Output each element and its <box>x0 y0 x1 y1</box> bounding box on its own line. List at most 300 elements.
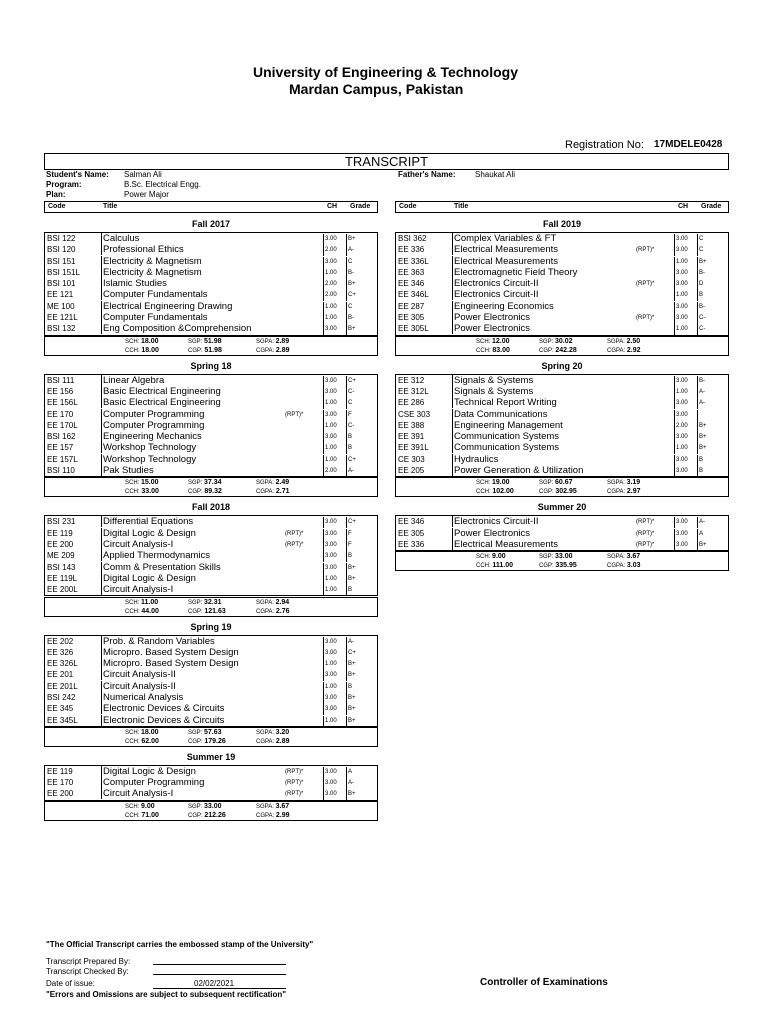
summary-sch <box>125 729 159 736</box>
course-code: EE 156 <box>47 386 74 396</box>
grade: C <box>697 234 703 245</box>
semester-title: Summer 20 <box>537 502 587 513</box>
transcript-title-box <box>44 153 729 170</box>
course-title: Power Electronics <box>454 312 531 324</box>
course-title: Electronics Circuit-II <box>454 516 539 528</box>
summary-sgp-value: 51.98 <box>204 337 222 345</box>
course-table <box>44 765 378 801</box>
summary-cgpa-label: CGPA: <box>256 608 275 615</box>
course-row <box>45 715 377 726</box>
credit-hours: 2.00 <box>674 421 688 432</box>
summary-sch-value: 19.00 <box>492 479 510 487</box>
summary-cgpa <box>256 608 290 615</box>
father-name: Shaukat Ali <box>475 170 516 179</box>
summary-sgpa-label: SGPA: <box>256 599 274 606</box>
summary-cgpa-label: CGPA: <box>256 738 275 745</box>
grade: A- <box>697 517 705 528</box>
course-row <box>45 669 377 680</box>
semester-summary <box>44 477 378 497</box>
summary-sch-value: 18.00 <box>141 337 159 345</box>
course-row <box>45 397 377 408</box>
semester-summary <box>44 336 378 356</box>
credit-hours: 3.00 <box>674 268 688 279</box>
summary-cgp-label: CGP: <box>188 812 203 819</box>
course-title: Computer Fundamentals <box>103 289 208 301</box>
col-grade: Grade <box>701 203 722 210</box>
summary-sch <box>125 599 158 606</box>
course-title: Professional Ethics <box>103 244 184 256</box>
course-title: Applied Thermodynamics <box>103 550 211 562</box>
credit-hours: 1.00 <box>323 716 337 727</box>
course-title: Basic Electrical Engineering <box>103 385 221 397</box>
summary-cch-value: 83.00 <box>492 346 510 354</box>
summary-cgpa-value: 2.99 <box>275 811 290 819</box>
credit-hours: 1.00 <box>323 268 337 279</box>
credit-hours: 1.00 <box>674 387 688 398</box>
credit-hours: 3.00 <box>323 234 337 245</box>
course-title: Electronics Circuit-II <box>454 289 539 301</box>
credit-hours: 1.00 <box>674 443 688 454</box>
course-code: CSE 303 <box>398 409 431 419</box>
summary-sgpa <box>256 803 289 810</box>
course-title: Electrical Engineering Drawing <box>103 300 233 312</box>
course-row <box>45 703 377 714</box>
course-code: BSI 162 <box>47 432 76 442</box>
summary-cgp-label: CGP: <box>188 738 203 745</box>
credit-hours: 3.00 <box>323 648 337 659</box>
summary-cch <box>125 608 159 615</box>
controller-of-examinations: Controller of Examinations <box>480 977 608 988</box>
summary-sgp-label: SGP: <box>539 480 554 487</box>
course-title: Electrical Measurements <box>454 255 559 267</box>
semester-title: Fall 2018 <box>191 502 231 513</box>
course-title: Calculus <box>103 233 140 244</box>
credit-hours: 3.00 <box>674 376 688 387</box>
course-row <box>45 289 377 300</box>
summary-sgpa-value: 3.19 <box>626 479 641 487</box>
repeat-flag: (RPT)* <box>636 519 655 526</box>
course-title: Electronics Circuit-II <box>454 278 539 290</box>
course-title: Technical Report Writing <box>454 397 557 409</box>
course-row <box>396 454 728 465</box>
course-title: Engineering Economics <box>454 300 554 312</box>
grade: F <box>346 410 352 421</box>
summary-sgpa <box>256 338 289 345</box>
col-ch: CH <box>327 203 338 210</box>
summary-cgp-value: 89.32 <box>204 488 222 496</box>
summary-cgpa-value: 2.97 <box>626 488 641 496</box>
summary-cgp <box>539 347 577 354</box>
course-table <box>44 635 378 727</box>
credit-hours: 3.00 <box>323 410 337 421</box>
credit-hours: 3.00 <box>323 529 337 540</box>
course-title: Workshop Technology <box>103 453 197 465</box>
summary-cch-label: CCH: <box>476 489 491 496</box>
credit-hours: 1.00 <box>674 324 688 335</box>
course-code: EE 170L <box>47 420 78 430</box>
summary-sgp-label: SGP: <box>539 338 554 345</box>
course-title: Communication Systems <box>454 442 560 454</box>
course-row <box>45 233 377 244</box>
course-code: EE 170 <box>47 778 74 788</box>
course-table <box>44 232 378 336</box>
course-row <box>45 528 377 539</box>
col-title: Title <box>454 203 469 210</box>
grade: C+ <box>346 517 356 528</box>
summary-sgp-label: SGP: <box>539 554 554 561</box>
grade: C+ <box>346 290 356 301</box>
course-row <box>45 301 377 312</box>
summary-cgp <box>188 347 222 354</box>
summary-cgpa-value: 2.89 <box>275 346 290 354</box>
campus-name: Mardan Campus, Pakistan <box>289 81 464 97</box>
summary-cch-value: 33.00 <box>141 488 159 496</box>
grade: B- <box>697 302 705 313</box>
course-code: EE 205 <box>398 466 425 476</box>
grade: A- <box>346 245 354 256</box>
course-code: BSI 122 <box>47 234 76 243</box>
course-row <box>45 375 377 386</box>
summary-cch <box>125 488 159 495</box>
summary-cgpa-value: 3.03 <box>626 562 641 570</box>
summary-sgp <box>539 479 573 486</box>
grade: F <box>346 540 352 551</box>
summary-cch <box>125 347 159 354</box>
course-row <box>45 539 377 550</box>
credit-hours: 3.00 <box>674 529 688 540</box>
course-title: Engineering Management <box>454 419 563 431</box>
credit-hours: 1.00 <box>323 455 337 466</box>
grade: B+ <box>346 670 356 681</box>
semester-title: Summer 19 <box>186 751 236 762</box>
grade: B+ <box>346 563 356 574</box>
summary-sgpa-label: SGPA: <box>607 338 625 345</box>
course-row <box>396 244 728 255</box>
course-title: Power Generation & Utilization <box>454 465 584 477</box>
credit-hours: 3.00 <box>323 517 337 528</box>
grade: F <box>346 529 352 540</box>
summary-cgp-value: 212.26 <box>204 811 226 819</box>
course-code: BSI 143 <box>47 562 76 572</box>
grade: C+ <box>346 455 356 466</box>
course-code: ME 100 <box>47 301 75 311</box>
credit-hours: 3.00 <box>674 540 688 551</box>
course-row <box>45 454 377 465</box>
course-row <box>396 442 728 453</box>
summary-sgp <box>539 338 573 345</box>
course-code: EE 287 <box>398 301 425 311</box>
grade: C <box>346 398 352 409</box>
course-code: EE 345 <box>47 704 74 714</box>
left-column-header <box>44 201 378 213</box>
credit-hours: 3.00 <box>323 789 337 800</box>
course-code: EE 170 <box>47 409 74 419</box>
semester-summary <box>44 597 378 617</box>
summary-sch-value: 15.00 <box>141 479 159 487</box>
course-row <box>45 312 377 323</box>
course-code: BSI 132 <box>47 324 76 334</box>
grade: D <box>697 279 703 290</box>
course-code: EE 200 <box>47 539 74 549</box>
credit-hours: 2.00 <box>323 466 337 477</box>
grade: A- <box>346 778 354 789</box>
course-row <box>45 244 377 255</box>
summary-sgp <box>539 553 573 560</box>
credit-hours: 3.00 <box>323 551 337 562</box>
summary-sgpa-value: 2.94 <box>275 598 290 606</box>
credit-hours: 3.00 <box>674 234 688 245</box>
course-title: Electrical Measurements <box>454 538 559 550</box>
credit-hours: 1.00 <box>674 290 688 301</box>
summary-cch-value: 111.00 <box>492 562 513 570</box>
course-row <box>396 397 728 408</box>
grade: B <box>346 551 352 562</box>
credit-hours: 3.00 <box>323 376 337 387</box>
grade: B+ <box>697 432 707 443</box>
grade: B+ <box>346 234 356 245</box>
course-row <box>396 375 728 386</box>
repeat-flag: (RPT)* <box>636 315 655 322</box>
grade: B- <box>346 313 354 324</box>
credit-hours: 3.00 <box>674 245 688 256</box>
grade: B <box>697 290 703 301</box>
credit-hours: 3.00 <box>674 455 688 466</box>
summary-cch <box>125 812 159 819</box>
grade: C <box>346 257 352 268</box>
summary-cch-value: 62.00 <box>141 737 159 745</box>
summary-sgp-value: 32.31 <box>204 598 222 606</box>
summary-cgpa-label: CGPA: <box>607 489 626 496</box>
summary-cgpa-label: CGPA: <box>256 347 275 354</box>
summary-cgpa-value: 2.76 <box>275 607 290 615</box>
summary-sch-label: SCH: <box>125 729 140 736</box>
credit-hours: 2.00 <box>323 290 337 301</box>
repeat-flag: (RPT)* <box>636 281 655 288</box>
course-code: ME 209 <box>47 551 75 561</box>
summary-cgpa <box>256 738 290 745</box>
summary-cch <box>476 347 510 354</box>
grade: A- <box>346 637 354 648</box>
summary-sgp <box>188 599 222 606</box>
semester-title: Spring 20 <box>541 360 583 371</box>
credit-hours: 1.00 <box>323 302 337 313</box>
repeat-flag: (RPT)* <box>285 541 304 548</box>
summary-cch-label: CCH: <box>125 812 140 819</box>
grade: C <box>346 302 352 313</box>
course-row <box>45 550 377 561</box>
grade: A <box>346 767 352 778</box>
summary-cch <box>125 738 159 745</box>
semester-summary <box>395 336 729 356</box>
summary-sgpa-label: SGPA: <box>607 480 625 487</box>
course-code: BSI 231 <box>47 517 76 527</box>
summary-cgp <box>539 488 577 495</box>
grade: B+ <box>346 324 356 335</box>
summary-sgpa <box>256 479 289 486</box>
semester-summary <box>395 551 729 571</box>
official-note: "The Official Transcript carries the embossed stamp of the University" <box>46 940 314 949</box>
summary-cgp-value: 51.98 <box>204 346 222 354</box>
course-title: Digital Logic & Design <box>103 527 196 539</box>
col-code: Code <box>399 203 417 210</box>
course-code: BSI 242 <box>47 692 76 702</box>
course-title: Electronic Devices & Circuits <box>103 703 225 715</box>
course-code: EE 201L <box>47 681 78 691</box>
summary-cgpa <box>256 347 290 354</box>
summary-cch <box>476 562 513 569</box>
summary-sch <box>125 803 155 810</box>
course-title: Comm & Presentation Skills <box>103 561 221 573</box>
course-title: Digital Logic & Design <box>103 572 196 584</box>
summary-sch-value: 11.00 <box>141 598 159 606</box>
summary-cch <box>476 488 514 495</box>
credit-hours: 3.00 <box>674 432 688 443</box>
col-title: Title <box>103 203 118 210</box>
col-ch: CH <box>678 203 689 210</box>
transcript-title: TRANSCRIPT <box>344 154 429 169</box>
grade: C <box>697 245 703 256</box>
course-row <box>45 658 377 669</box>
summary-sgpa-label: SGPA: <box>256 480 274 487</box>
course-code: EE 336 <box>398 539 425 549</box>
summary-cgpa <box>256 812 290 819</box>
course-code: EE 157 <box>47 443 74 453</box>
course-title: Data Communications <box>454 408 548 420</box>
credit-hours: 2.00 <box>323 245 337 256</box>
grade: A <box>697 529 703 540</box>
summary-sch-label: SCH: <box>476 338 491 345</box>
course-title: Circuit Analysis-I <box>103 788 174 800</box>
course-row <box>396 323 728 334</box>
col-grade: Grade <box>350 203 371 210</box>
semester-summary <box>395 477 729 497</box>
summary-sgpa <box>256 599 289 606</box>
summary-sgpa-label: SGPA: <box>256 729 274 736</box>
summary-cch-label: CCH: <box>125 347 140 354</box>
course-title: Digital Logic & Design <box>103 765 196 777</box>
course-code: BSI 151L <box>47 267 80 277</box>
summary-sgp-value: 30.02 <box>555 337 573 345</box>
course-title: Differential Equations <box>103 516 194 528</box>
summary-cgpa-label: CGPA: <box>256 812 275 819</box>
summary-cgp-label: CGP: <box>539 563 554 570</box>
course-code: EE 345L <box>47 715 78 725</box>
checked-by-label: Transcript Checked By: <box>46 967 129 976</box>
semester-summary <box>44 801 378 821</box>
course-code: EE 286 <box>398 398 425 408</box>
course-title: Basic Electrical Engineering <box>103 397 221 409</box>
course-row <box>396 301 728 312</box>
course-table <box>44 515 378 596</box>
credit-hours: 3.00 <box>674 517 688 528</box>
summary-sgp-label: SGP: <box>188 480 203 487</box>
course-row <box>45 420 377 431</box>
course-code: BSI 110 <box>47 466 75 476</box>
course-row <box>45 777 377 788</box>
repeat-flag: (RPT)* <box>285 780 304 787</box>
credit-hours: 1.00 <box>323 398 337 409</box>
credit-hours: 3.00 <box>323 670 337 681</box>
course-code: EE 121L <box>47 313 78 323</box>
summary-sgp-label: SGP: <box>188 599 203 606</box>
course-code: EE 326L <box>47 659 78 669</box>
issue-date-line <box>153 988 286 989</box>
course-title: Signals & Systems <box>454 385 534 397</box>
course-title: Computer Fundamentals <box>103 312 208 324</box>
course-row <box>396 528 728 539</box>
summary-cgp <box>188 812 226 819</box>
course-row <box>396 267 728 278</box>
course-row <box>45 323 377 334</box>
summary-sch <box>476 338 510 345</box>
course-code: EE 119 <box>47 528 73 538</box>
course-code: EE 312 <box>398 375 425 385</box>
course-title: Electricity & Magnetism <box>103 255 202 267</box>
summary-cgp-label: CGP: <box>188 489 203 496</box>
course-row <box>45 647 377 658</box>
credit-hours: 1.00 <box>323 574 337 585</box>
summary-sgp-label: SGP: <box>188 803 203 810</box>
credit-hours: 3.00 <box>323 693 337 704</box>
credit-hours: 3.00 <box>323 387 337 398</box>
course-row <box>396 256 728 267</box>
summary-cgp-value: 302.95 <box>555 488 577 496</box>
summary-sgpa-value: 2.89 <box>275 337 290 345</box>
summary-cgp <box>188 488 222 495</box>
course-title: Micropro. Based System Design <box>103 658 239 670</box>
course-code: EE 388 <box>398 420 425 430</box>
program-value: B.Sc. Electrical Engg. <box>124 180 201 189</box>
course-code: EE 346L <box>398 290 429 300</box>
right-column-header <box>395 201 729 213</box>
repeat-flag: (RPT)* <box>285 791 304 798</box>
repeat-flag: (RPT)* <box>285 768 304 775</box>
summary-sch <box>125 479 159 486</box>
grade: B <box>346 432 352 443</box>
col-code: Code <box>48 203 66 210</box>
course-row <box>45 692 377 703</box>
summary-sgpa <box>607 479 640 486</box>
course-title: Engineering Mechanics <box>103 431 202 443</box>
summary-cgpa <box>607 488 641 495</box>
prepared-by-line <box>153 964 286 965</box>
summary-cgpa-value: 2.89 <box>275 737 290 745</box>
credit-hours: 1.00 <box>674 257 688 268</box>
course-code: EE 202 <box>47 636 74 646</box>
credit-hours: 3.00 <box>674 398 688 409</box>
grade: C- <box>697 324 705 335</box>
summary-sch-label: SCH: <box>476 554 491 561</box>
summary-sgpa-label: SGPA: <box>256 338 274 345</box>
summary-sgp-value: 57.63 <box>204 728 222 736</box>
summary-cgp-value: 179.26 <box>204 737 226 745</box>
grade: A- <box>697 398 705 409</box>
semester-title: Spring 19 <box>190 621 232 632</box>
grade: B+ <box>346 574 356 585</box>
plan-label: Plan: <box>46 190 66 199</box>
credit-hours: 3.00 <box>674 410 688 421</box>
issue-date: 02/02/2021 <box>194 979 235 988</box>
grade: B- <box>697 376 705 387</box>
course-row <box>396 289 728 300</box>
credit-hours: 3.00 <box>323 432 337 443</box>
grade: B+ <box>697 421 707 432</box>
credit-hours: 1.00 <box>323 682 337 693</box>
grade: B- <box>346 268 354 279</box>
grade: A- <box>346 466 354 477</box>
credit-hours: 3.00 <box>323 324 337 335</box>
course-code: EE 363 <box>398 267 425 277</box>
